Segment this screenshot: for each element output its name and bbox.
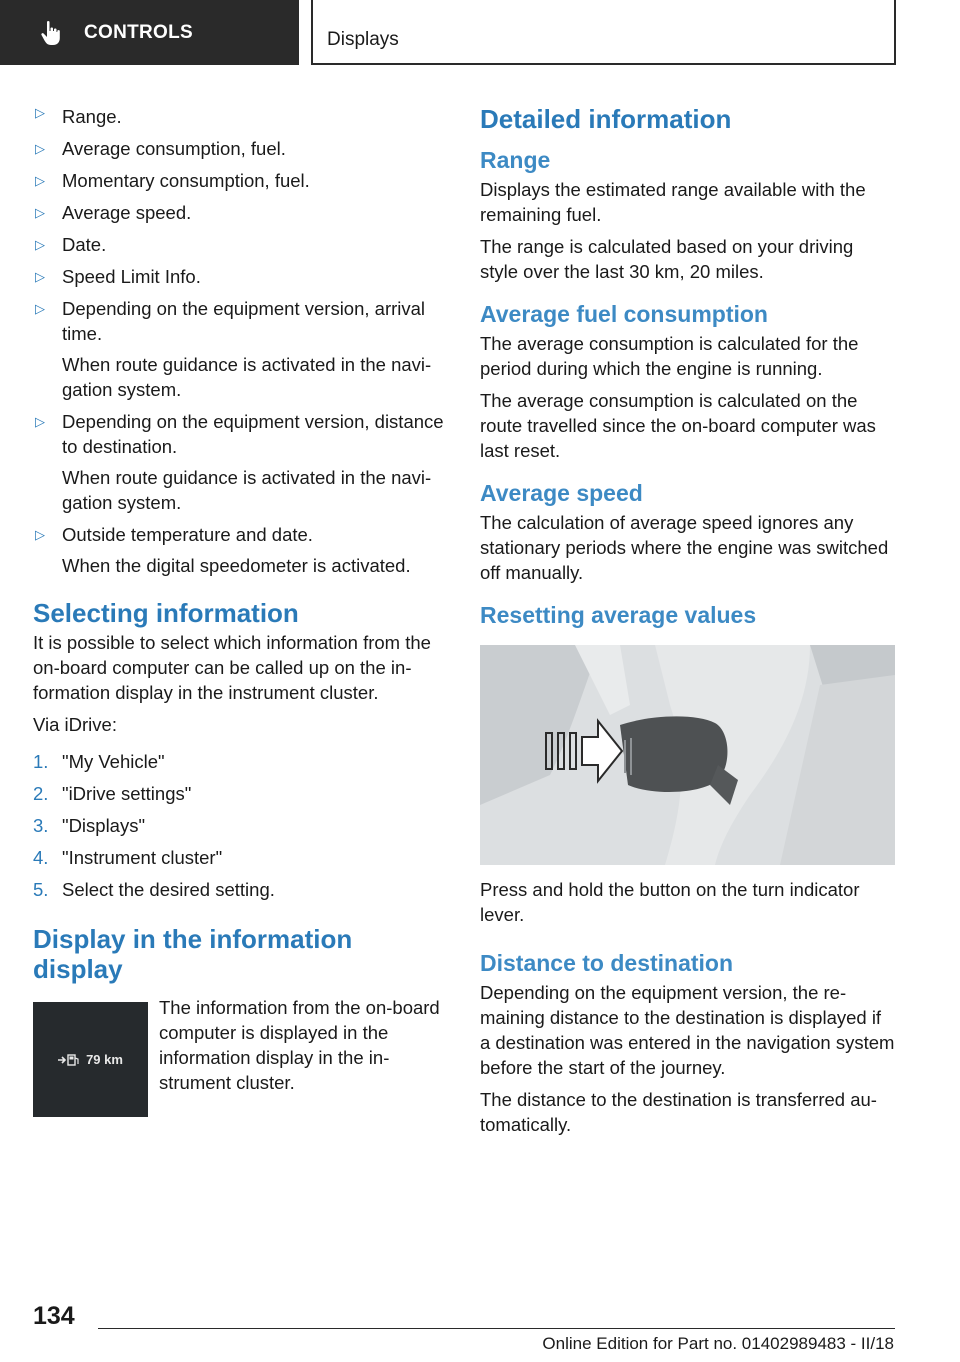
list-item: ▷ Outside temperature and date. When the digital speedometer is activated.	[35, 524, 411, 576]
heading-range: Range	[480, 147, 551, 173]
hand-pointer-icon	[38, 20, 64, 46]
list-item: ▷ Speed Limit Info.	[35, 266, 201, 287]
heading-resetting-average-values: Resetting average values	[480, 602, 757, 628]
heading-average-speed: Average speed	[480, 480, 643, 506]
range-fuel-icon	[58, 1054, 80, 1066]
page-title: Displays	[327, 29, 399, 50]
heading-distance-to-destination: Distance to destination	[480, 950, 734, 976]
list-item: ▷ Depending on the equipment version, distance to destination. When route guidance is activated in the navigation system.	[35, 411, 444, 513]
information-display-image	[33, 1002, 148, 1117]
display-info-body: The information from the on-board computer is displayed in the information display in the instrument cluster.	[159, 997, 440, 1093]
footer-edition: Online Edition for Part no. 01402989483 - II/18	[542, 1334, 894, 1353]
range-readout: 79 km	[86, 1052, 123, 1067]
list-item: ▷ Depending on the equipment version, arrival time. When route guidance is activated in the navigation system.	[35, 298, 432, 400]
triangle-bullet-icon: ▷	[35, 269, 45, 284]
list-item: ▷ Momentary consumption, fuel.	[35, 170, 310, 191]
footer-divider	[98, 1328, 895, 1329]
list-item: 5. Select the desired setting.	[33, 879, 275, 900]
page-title-box	[311, 0, 896, 65]
heading-display-in-information-display: Display in the information display	[33, 924, 353, 984]
list-item: ▷ Date.	[35, 234, 107, 255]
triangle-bullet-icon: ▷	[35, 141, 45, 156]
display-info-block	[33, 998, 448, 1118]
triangle-bullet-icon: ▷	[35, 527, 45, 542]
lever-caption: Press and hold the button on the turn indicator lever.	[480, 879, 860, 925]
selecting-body: It is possible to select which information from the on-board computer can be called up on the information display in the instrument cluster.	[33, 632, 431, 703]
list-item: 3. "Displays"	[33, 815, 146, 836]
left-column	[33, 100, 448, 1118]
list-item: ▷ Average consumption, fuel.	[35, 138, 286, 159]
idrive-steps-list	[33, 749, 448, 902]
triangle-bullet-icon: ▷	[35, 205, 45, 220]
page-number: 134	[33, 1302, 75, 1330]
heading-selecting-information: Selecting information	[33, 598, 299, 628]
list-item: 2. "iDrive settings"	[33, 783, 192, 804]
triangle-bullet-icon: ▷	[35, 301, 45, 316]
via-idrive: Via iDrive:	[33, 714, 117, 735]
turn-indicator-lever-image	[480, 645, 895, 865]
triangle-bullet-icon: ▷	[35, 105, 45, 120]
triangle-bullet-icon: ▷	[35, 237, 45, 252]
right-column: Detailed information Range Displays the estimated range available with the remaining fuel. The range is calculated based on your driving style over the last 30 km, 20 miles. Average fuel consumption The average consumption is calculated for the period during which the engine is running. The average consumption is calculated on the route travelled since the on-board computer was last reset. Average speed The calculation of average speed ignores any stationary periods where the engine was switched off manually. Resetting average values Press and hold the button on the turn indicator lever. Distance to destination Depending on the equipment version, the remaining distance to the destination is displayed if a destination was entered in the navigation system before the start of the journey. The distance to the destination is transferred automatically.	[480, 104, 895, 1135]
turn-indicator-lever-illustration	[480, 645, 895, 865]
heading-detailed-information: Detailed information	[480, 104, 732, 134]
section-tab	[0, 0, 299, 65]
heading-average-fuel-consumption: Average fuel consumption	[480, 301, 768, 327]
list-item: ▷ Average speed.	[35, 202, 192, 223]
triangle-bullet-icon: ▷	[35, 173, 45, 188]
section-title: CONTROLS	[84, 21, 194, 43]
triangle-bullet-icon: ▷	[35, 414, 45, 429]
list-item: ▷ Range.	[33, 100, 448, 129]
list-item: 1. "My Vehicle"	[33, 751, 165, 772]
list-item: 4. "Instrument cluster"	[33, 847, 223, 868]
info-bullet-list	[33, 100, 448, 578]
